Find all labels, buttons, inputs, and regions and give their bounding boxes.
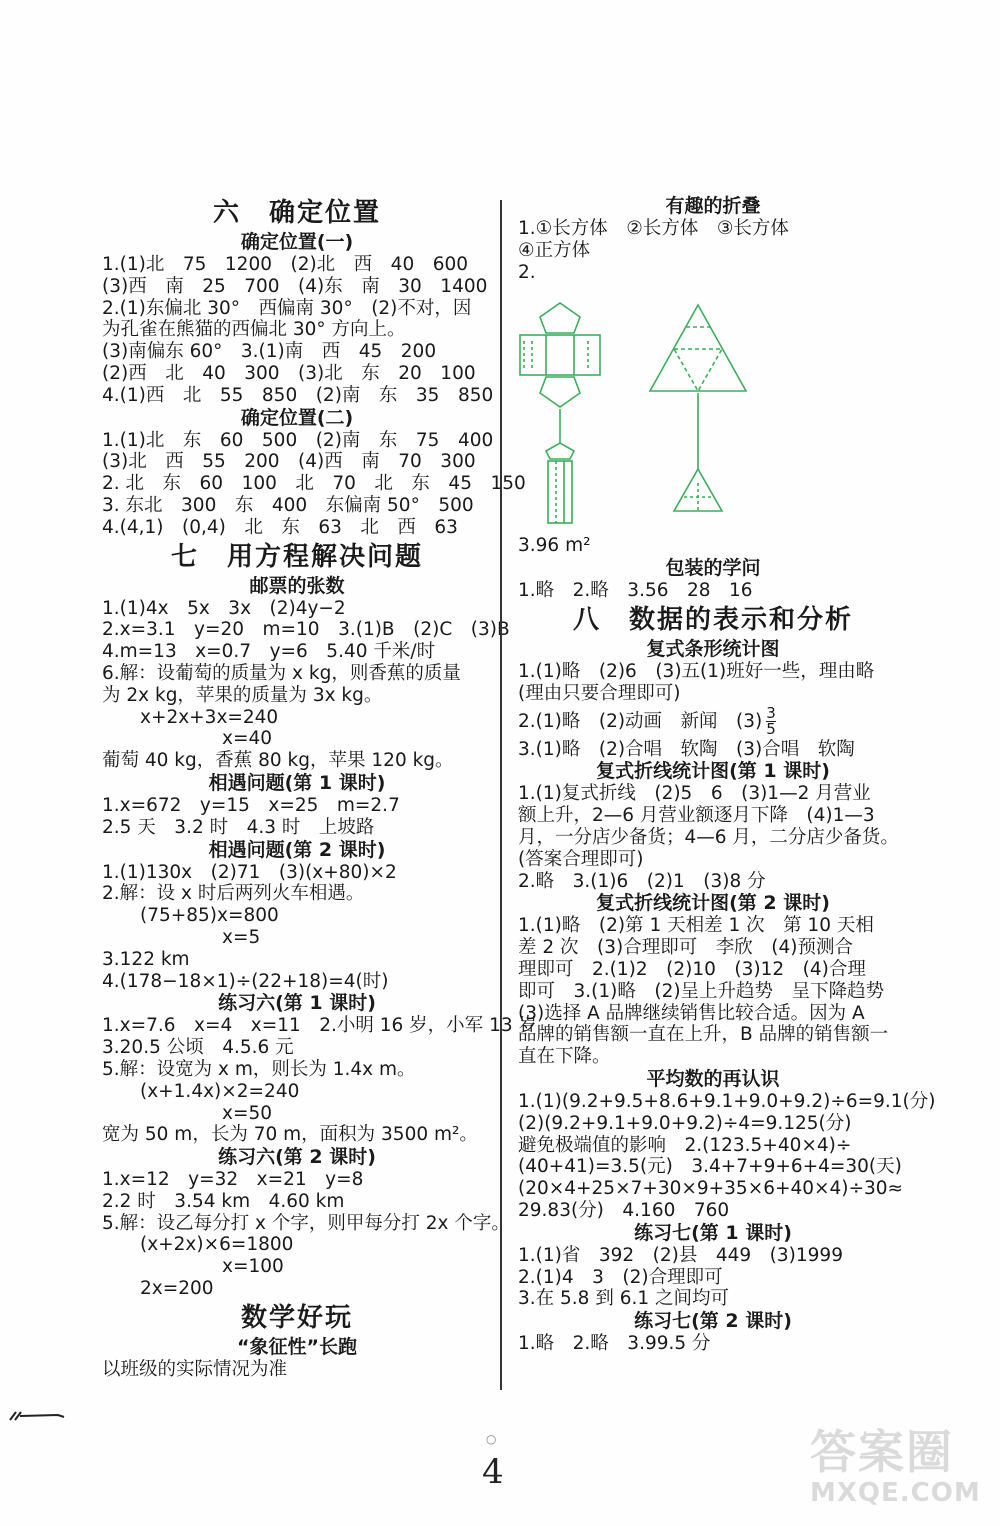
answer-line: 品牌的销售额一直在上升，B 品牌的销售额一	[518, 1024, 889, 1046]
answer-line: 3. 东北 300 东 400 东偏南 50° 500	[102, 494, 474, 516]
equation-line: x=100	[222, 1256, 284, 1278]
answer-line: 为孔雀在熊猫的西偏北 30° 方向上。	[102, 319, 406, 341]
answer-line: 1.略 2.略 3.56 28 16	[518, 580, 753, 602]
answer-line: 宽为 50 m，长为 70 m，面积为 3500 m²。	[102, 1124, 478, 1146]
equation-line: 2x=200	[140, 1278, 214, 1300]
answer-line: ④正方体	[518, 239, 591, 261]
answer-line: 2.解：设 x 时后两列火车相遇。	[102, 883, 365, 905]
triangle-fold-figure	[674, 469, 722, 511]
answer-line: 4.m=13 x=0.7 y=6 5.40 千米/时	[102, 641, 436, 663]
subsection-title: 确定位置(二)	[240, 406, 354, 429]
answer-line: 4.(178−18×1)÷(22+18)=4(时)	[102, 970, 389, 992]
answer-line: 3.在 5.8 到 6.1 之间均可	[518, 1288, 730, 1310]
answer-line: 1.(1)复式折线 (2)5 6 (3)1—2 月营业	[518, 783, 871, 805]
answer-line: 理即可 2.(1)2 (2)10 (3)12 (4)合理	[518, 958, 866, 980]
answer-line: 1.(1)北 东 60 500 (2)南 东 75 400	[102, 429, 494, 451]
fraction-denominator: 5	[766, 720, 776, 739]
answer-line: 1.x=672 y=15 x=25 m=2.7	[102, 794, 400, 816]
section-fun-title: 数学好玩	[240, 1302, 353, 1333]
answer-line: 1.①长方体 ②长方体 ③长方体	[518, 218, 789, 239]
folding-figures-svg	[518, 283, 908, 535]
answer-line: 1.(1)省 392 (2)县 449 (3)1999	[518, 1244, 843, 1266]
watermark-url: MXQE.COM	[810, 1478, 981, 1508]
folding-figures	[518, 283, 908, 535]
answer-line: 5.解：设乙每分打 x 个字，则甲每分打 2x 个字。	[102, 1212, 510, 1234]
answer-line: 1.x=12 y=32 x=21 y=8	[102, 1169, 364, 1191]
answer-line: 2.x=3.1 y=20 m=10 3.(1)B (2)C (3)B	[102, 619, 510, 641]
answer-line: 4.(4,1) (0,4) 北 东 63 北 西 63	[102, 516, 458, 538]
answer-line: 2.	[518, 261, 536, 283]
subsection-title: 相遇问题(第 1 课时)	[208, 771, 386, 794]
left-column	[102, 195, 537, 1381]
cuboid-net-figure	[520, 303, 600, 443]
page-number: 4	[482, 1452, 504, 1492]
subsection-title: 有趣的折叠	[665, 195, 761, 217]
subsection-title: 练习六(第 2 课时)	[218, 1146, 376, 1169]
subsection-title: 平均数的再认识	[646, 1067, 780, 1090]
answer-line: 1.(1)130x (2)71 (3)(x+80)×2	[102, 861, 397, 883]
answer-line: 3.122 km	[102, 948, 190, 970]
answer-line: 3.(1)略 (2)合唱 软陶 (3)合唱 软陶	[518, 738, 855, 760]
folded-prism-figure	[546, 443, 574, 523]
subsection-title: 相遇问题(第 2 课时)	[208, 838, 386, 861]
answer-line: (3)北 西 55 200 (4)西 南 70 300	[102, 451, 476, 473]
answer-line: 避免极端值的影响 2.(123.5+40×4)÷	[518, 1134, 852, 1156]
equation-line: x=50	[222, 1102, 272, 1124]
answer-line: 1.(1)4x 5x 3x (2)4y−2	[102, 597, 346, 619]
section-8-title: 八 数据的表示和分析	[572, 604, 853, 635]
equation-line: x=5	[222, 926, 261, 948]
page-dot-mark: ○	[486, 1432, 497, 1446]
corner-scribble-mark	[8, 1408, 66, 1422]
answer-line: 1.x=7.6 x=4 x=11 2.小明 16 岁，小军 13 岁	[102, 1015, 537, 1037]
column-divider	[500, 200, 502, 1390]
answer-line: 以班级的实际情况为准	[102, 1358, 288, 1380]
answer-line: 即可 3.(1)略 (2)呈上升趋势 呈下降趋势	[518, 980, 885, 1002]
answer-line: 2. 北 东 60 100 北 70 北 东 45 150	[102, 473, 526, 495]
right-column	[518, 195, 936, 1355]
fraction-line-text: 2.(1)略 (2)动画 新闻 (3)	[518, 710, 763, 732]
answer-line: (理由只要合理即可)	[518, 682, 681, 704]
answer-line: 2.(1)4 3 (2)合理即可	[518, 1266, 723, 1288]
answer-line: 月，一分店少备货；4—6 月，二分店少备货。	[518, 826, 899, 848]
answer-line: 3.96 m²	[518, 535, 591, 557]
subsection-title: 包装的学问	[665, 557, 761, 580]
answer-line: 1.略 2.略 3.99.5 分	[518, 1333, 711, 1355]
triangle-net-figure	[650, 305, 746, 469]
section-6-title: 六 确定位置	[212, 198, 381, 228]
answer-line: (答案合理即可)	[518, 848, 644, 870]
section-7-title: 七 用方程解决问题	[170, 541, 423, 572]
answer-line: (20×4+25×7+30×9+35×6+40×4)÷30≈	[518, 1178, 904, 1200]
answer-line-with-fraction	[518, 705, 908, 739]
equation-line: (x+2x)×6=1800	[140, 1234, 294, 1256]
fraction	[766, 706, 776, 737]
answer-line: 1.(1)略 (2)6 (3)五(1)班好一些，理由略	[518, 660, 875, 682]
equation-line: x=40	[222, 728, 272, 750]
subsection-title: 邮票的张数	[249, 574, 345, 597]
answer-line: 额上升，2—6 月营业额逐月下降 (4)1—3	[518, 805, 875, 827]
answer-line: 29.83(分) 4.160 760	[518, 1199, 730, 1221]
subsection-title: 练习七(第 1 课时)	[634, 1221, 792, 1244]
fraction-numerator: 3	[766, 704, 776, 723]
answer-line: 2.略 3.(1)6 (2)1 (3)8 分	[518, 870, 766, 892]
subsection-title: 复式条形统计图	[646, 637, 780, 660]
answer-line: (2)(9.2+9.1+9.0+9.2)÷4=9.125(分)	[518, 1112, 852, 1134]
answer-line: 1.(1)(9.2+9.5+8.6+9.1+9.0+9.2)÷6=9.1(分)	[518, 1090, 936, 1112]
answer-line: 直在下降。	[518, 1046, 611, 1068]
answer-line: 葡萄 40 kg，香蕉 80 kg，苹果 120 kg。	[102, 750, 454, 772]
answer-line: 差 2 次 (3)合理即可 李欣 (4)预测合	[518, 937, 853, 959]
answer-line: 2.(1)东偏北 30° 西偏南 30° (2)不对，因	[102, 297, 472, 319]
equation-line: (75+85)x=800	[140, 905, 279, 927]
answer-line: (3)南偏东 60° 3.(1)南 西 45 200	[102, 341, 437, 363]
watermark-text: 答案圈	[810, 1425, 954, 1479]
answer-line: 1.(1)略 (2)第 1 天相差 1 次 第 10 天相	[518, 915, 874, 937]
subsection-title: 复式折线统计图(第 2 课时)	[596, 892, 830, 915]
answer-line: (3)西 南 25 700 (4)东 南 30 1400	[102, 275, 488, 297]
subsection-title: 确定位置(一)	[240, 231, 354, 253]
answer-line: 为 2x kg，苹果的质量为 3x kg。	[102, 684, 383, 706]
subsection-title: 练习六(第 1 课时)	[218, 992, 376, 1015]
watermark-logo	[810, 1426, 990, 1521]
answer-line: (3)选择 A 品牌继续销售比较合适。因为 A	[518, 1002, 865, 1024]
answer-line: 2.2 时 3.54 km 4.60 km	[102, 1190, 345, 1212]
answer-line: 2.5 天 3.2 时 4.3 时 上坡路	[102, 816, 375, 838]
subsection-title: 复式折线统计图(第 1 课时)	[596, 760, 830, 783]
answer-line: 5.解：设宽为 x m，则长为 1.4x m。	[102, 1058, 416, 1080]
answer-line: 6.解：设葡萄的质量为 x kg，则香蕉的质量	[102, 662, 461, 684]
equation-line: (x+1.4x)×2=240	[140, 1080, 300, 1102]
answer-line: 4.(1)西 北 55 850 (2)南 东 35 850	[102, 384, 494, 406]
equation-line: x+2x+3x=240	[140, 706, 279, 728]
answer-line: 1.(1)北 75 1200 (2)北 西 40 600	[102, 254, 469, 275]
subsection-title: 练习七(第 2 课时)	[634, 1310, 792, 1333]
answer-line: (40+41)=3.5(元) 3.4+7+9+6+4=30(天)	[518, 1156, 902, 1178]
subsection-title: “象征性”长跑	[237, 1335, 357, 1358]
answer-line: (2)西 北 40 300 (3)北 东 20 100	[102, 362, 476, 384]
answer-line: 3.20.5 公顷 4.5.6 元	[102, 1037, 294, 1059]
